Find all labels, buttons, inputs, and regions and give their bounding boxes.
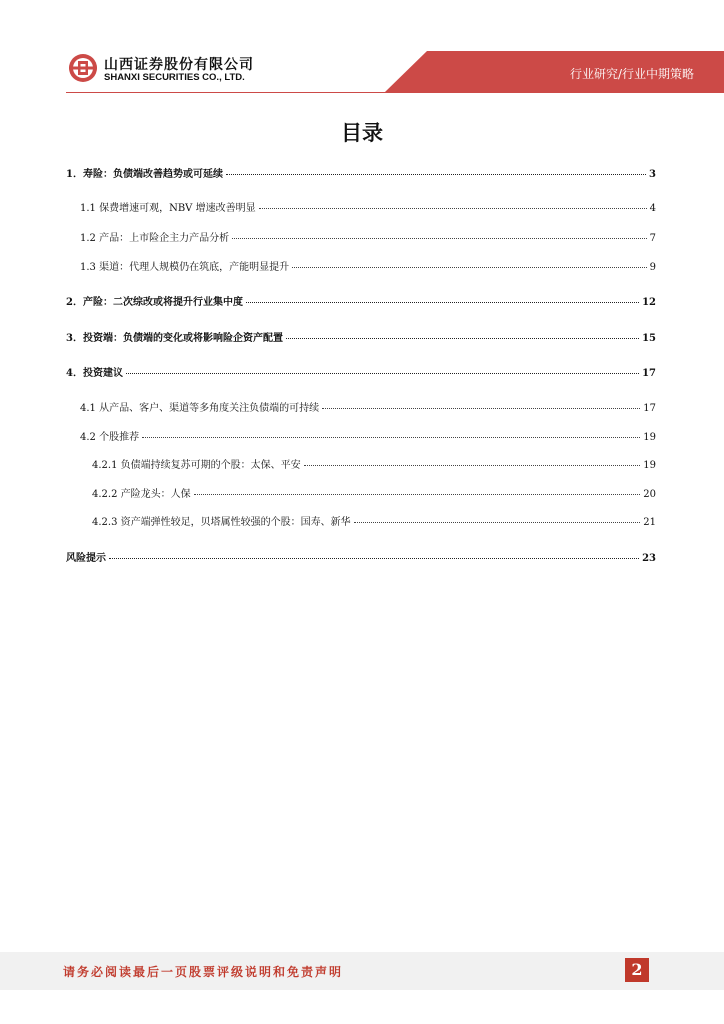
- header-divider: [66, 92, 724, 93]
- toc-entry-label: 1.1 保费增速可观，NBV 增速改善明显: [80, 203, 256, 214]
- toc-leader: [322, 408, 640, 409]
- toc-entry[interactable]: [92, 516, 656, 530]
- toc-entry-label: 4.2.1 负债端持续复苏可期的个股：太保、平安: [92, 460, 301, 471]
- toc-leader: [292, 267, 647, 268]
- toc-entry-label: 风险提示: [66, 553, 106, 564]
- toc-entry[interactable]: [80, 402, 656, 416]
- toc-entry-label: 4.2.3 资产端弹性较足，贝塔属性较强的个股：国寿、新华: [92, 517, 351, 528]
- toc-leader: [232, 238, 647, 239]
- toc-leader: [259, 208, 647, 209]
- toc-leader: [142, 437, 640, 438]
- toc-entry-label: 4.1 从产品、客户、渠道等多角度关注负债端的可持续: [80, 403, 320, 414]
- toc-entry-page: 17: [643, 403, 656, 414]
- toc-entry[interactable]: [80, 202, 656, 216]
- toc-entry[interactable]: [80, 261, 656, 275]
- toc-leader: [246, 302, 639, 303]
- company-name-cn: 山西证券股份有限公司: [104, 57, 254, 73]
- toc-entry-page: 19: [643, 432, 656, 443]
- toc-leader: [226, 174, 646, 175]
- toc-entry-page: 20: [643, 489, 656, 500]
- toc-entry-page: 9: [649, 262, 656, 273]
- toc-entry-label: 2．产险：二次综改或将提升行业集中度: [66, 297, 243, 308]
- toc-leader: [109, 558, 639, 559]
- company-name-en: SHANXI SECURITIES CO., LTD.: [104, 72, 245, 83]
- toc-entry-page: 4: [649, 203, 656, 214]
- toc-entry[interactable]: [66, 296, 656, 310]
- toc-entry-label: 1．寿险：负债端改善趋势或可延续: [66, 169, 223, 180]
- toc-title: 目录: [341, 121, 383, 145]
- toc-entry-label: 4.2 个股推荐: [80, 432, 140, 443]
- toc-entry[interactable]: [80, 431, 656, 445]
- toc-entry-page: 3: [649, 169, 656, 180]
- toc-entry-label: 4.2.2 产险龙头：人保: [92, 489, 191, 500]
- toc-entry-label: 4．投资建议: [66, 368, 123, 379]
- toc-entry-page: 7: [649, 233, 656, 244]
- page-number: 2: [625, 958, 649, 982]
- toc-leader: [126, 373, 639, 374]
- company-logo-icon: [68, 53, 98, 83]
- toc-entry-page: 15: [642, 333, 656, 344]
- toc-entry[interactable]: [66, 552, 656, 566]
- toc-leader: [286, 338, 639, 339]
- toc-entry[interactable]: [80, 232, 656, 246]
- toc-leader: [354, 522, 641, 523]
- footer-disclaimer: 请务必阅读最后一页股票评级说明和免责声明: [63, 965, 344, 979]
- toc-entry-page: 12: [642, 297, 656, 308]
- toc-entry[interactable]: [92, 459, 656, 473]
- toc-entry-label: 1.3 渠道：代理人规模仍在筑底，产能明显提升: [80, 262, 290, 273]
- toc-entry[interactable]: [66, 367, 656, 381]
- toc-entry[interactable]: [66, 168, 656, 182]
- toc-entry-label: 1.2 产品：上市险企主力产品分析: [80, 233, 230, 244]
- toc-entry-page: 19: [643, 460, 656, 471]
- toc-leader: [304, 465, 641, 466]
- toc-leader: [194, 494, 641, 495]
- toc-entry-page: 23: [642, 553, 656, 564]
- toc-entry-label: 3．投资端：负债端的变化或将影响险企资产配置: [66, 333, 283, 344]
- toc-entry[interactable]: [92, 488, 656, 502]
- toc-entry[interactable]: [66, 332, 656, 346]
- toc-entry-page: 17: [642, 368, 656, 379]
- toc-entry-page: 21: [643, 517, 656, 528]
- page-header: [0, 0, 724, 100]
- report-category: 行业研究/行业中期策略: [569, 67, 694, 81]
